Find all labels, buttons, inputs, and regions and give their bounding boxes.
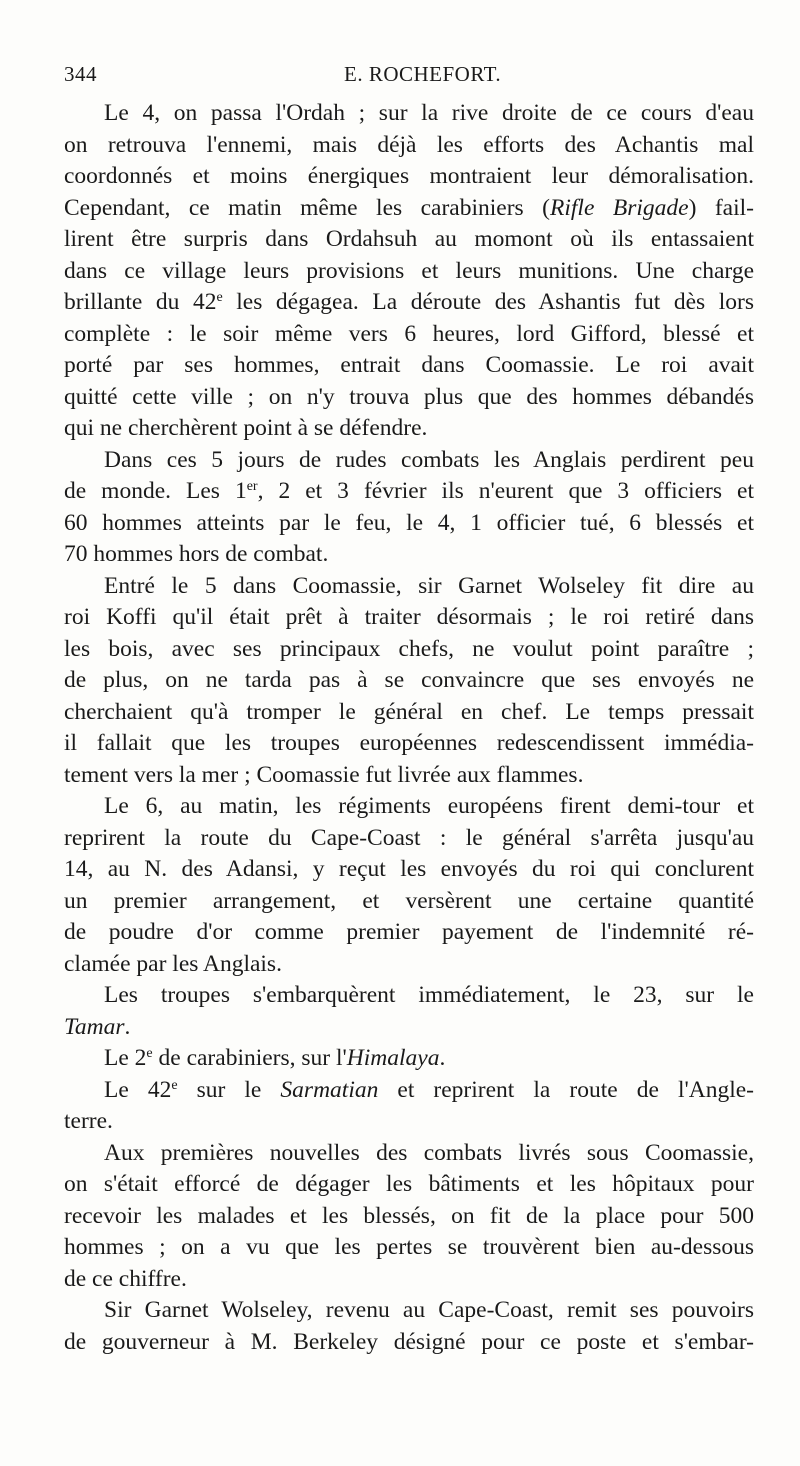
text-run: Le 4, on passa l'Ordah ; sur la rive droite de ce cours d'eau — [104, 100, 754, 126]
text-run: hommes ; on a vu que les pertes se trouvèrent bien au-dessous — [64, 1234, 754, 1260]
text-line — [64, 1295, 754, 1327]
text-line — [64, 98, 754, 130]
paragraph — [64, 445, 754, 571]
text-run: lirent être surpris dans Ordahsuh au momont où ils entassaient — [64, 226, 754, 252]
paragraph — [64, 98, 754, 445]
text-run: Le 2 — [104, 1045, 147, 1071]
text-line — [64, 350, 754, 382]
text-run: on retrouva l'ennemi, mais déjà les efforts des Achantis mal — [64, 131, 754, 158]
text-line — [64, 1264, 754, 1296]
text-line — [64, 980, 754, 1012]
page-number: 344 — [64, 62, 97, 86]
superscript: e — [171, 1077, 178, 1093]
text-run: Entré le 5 dans Coomassie, sir Garnet Wolseley fit dire au — [104, 572, 754, 599]
text-run: Le 6, au matin, les régiments européens firent demi-tour et — [104, 793, 754, 819]
text-run: tement vers la mer ; Coomassie fut livrée aux flammes. — [64, 761, 584, 788]
text-run: brillante du 42 — [64, 289, 217, 315]
text-line — [64, 1012, 754, 1044]
text-run: . — [124, 1013, 131, 1040]
paragraph — [64, 980, 754, 1043]
text-run: sur le — [177, 1076, 281, 1103]
text-run: quitté cette ville ; on n'y trouva plus que des hommes débandés — [64, 383, 754, 410]
text-run: qui ne cherchèrent point à se défendre. — [64, 415, 428, 441]
text-run: , 2 et 3 février ils n'eurent que 3 officiers et — [257, 478, 754, 504]
text-line — [64, 1327, 754, 1359]
text-run: on s'était efforcé de dégager les bâtiments et les hôpitaux pour — [64, 1171, 754, 1197]
paragraph — [64, 1075, 754, 1138]
italic-text: Sarmatian — [280, 1076, 379, 1103]
text-run: clamée par les Anglais. — [64, 950, 282, 977]
italic-text: Rifle Brigade — [550, 194, 689, 221]
text-run: de poudre d'or comme premier payement de l'indemnité ré- — [64, 919, 754, 945]
superscript: er — [246, 479, 258, 494]
paragraph — [64, 571, 754, 792]
text-line — [64, 1043, 754, 1075]
text-line — [64, 193, 754, 225]
text-run: Dans ces 5 jours de rudes combats les Anglais perdirent peu — [104, 446, 754, 473]
text-line — [64, 287, 754, 319]
text-line — [64, 382, 754, 414]
text-line — [64, 1106, 754, 1138]
text-line — [64, 917, 754, 949]
text-run: 14, au N. des Adansi, y reçut les envoyés du roi qui conclurent — [64, 856, 754, 882]
text-run: roi Koffi qu'il était prêt à traiter désormais ; le roi retiré dans — [64, 604, 754, 630]
text-run: 60 hommes atteints par le feu, le 4, 1 officier tué, 6 blessés et — [64, 509, 754, 536]
text-run: ) fail- — [688, 194, 754, 221]
text-line — [64, 886, 754, 918]
text-line — [64, 130, 754, 162]
text-run: reprirent la route du Cape-Coast : le général s'arrêta jusqu'au — [64, 824, 754, 851]
text-run: Aux premières nouvelles des combats livrés sous Coomassie, — [104, 1139, 754, 1166]
text-run: complète : le soir même vers 6 heures, lord Gifford, blessé et — [64, 320, 754, 347]
text-line — [64, 1232, 754, 1264]
text-line — [64, 1169, 754, 1201]
text-run: et reprirent la route de l'Angle- — [378, 1076, 754, 1103]
text-line — [64, 413, 754, 445]
text-run: terre. — [64, 1108, 113, 1134]
italic-text: Tamar — [64, 1013, 125, 1040]
text-run: Sir Garnet Wolseley, revenu au Cape-Coast, remit ses pouvoirs — [104, 1297, 754, 1323]
text-line — [64, 728, 754, 760]
text-line — [64, 539, 754, 571]
text-run: de carabiniers, sur l' — [152, 1045, 347, 1071]
text-run: Cependant, ce matin même les carabiniers ( — [64, 194, 550, 221]
paragraph — [64, 1043, 754, 1075]
text-run: de ce chiffre. — [64, 1265, 187, 1292]
text-run: coordonnés et moins énergiques montraient leur démoralisation. — [64, 163, 754, 189]
text-run: les dégagea. La déroute des Ashantis fut dès lors — [222, 289, 754, 315]
body-text — [64, 98, 754, 1358]
text-run: il fallait que les troupes européennes redescendissent immédia- — [64, 730, 754, 756]
paragraph — [64, 791, 754, 980]
text-run: de gouverneur à M. Berkeley désigné pour ce poste et s'embar- — [64, 1328, 754, 1355]
text-line — [64, 1201, 754, 1233]
text-line — [64, 823, 754, 855]
text-run: dans ce village leurs provisions et leurs munitions. Une charge — [64, 257, 754, 284]
text-line — [64, 665, 754, 697]
text-line — [64, 508, 754, 540]
text-run: . — [439, 1045, 446, 1071]
text-line — [64, 1075, 754, 1107]
text-run: un premier arrangement, et versèrent une certaine quantité — [64, 887, 754, 914]
text-line — [64, 161, 754, 193]
superscript: e — [146, 1046, 153, 1061]
text-line — [64, 602, 754, 634]
text-run: porté par ses hommes, entrait dans Coomassie. Le roi avait — [64, 352, 754, 378]
superscript: e — [216, 290, 223, 305]
text-run: les bois, avec ses principaux chefs, ne voulut point paraître ; — [64, 635, 754, 662]
text-line — [64, 949, 754, 981]
text-line — [64, 476, 754, 508]
text-line — [64, 224, 754, 256]
text-line — [64, 445, 754, 477]
page-header — [64, 62, 754, 92]
text-line — [64, 854, 754, 886]
text-line — [64, 319, 754, 351]
text-line — [64, 760, 754, 792]
paragraph — [64, 1138, 754, 1296]
italic-text: Himalaya — [346, 1045, 440, 1071]
text-run: Le 42 — [104, 1076, 172, 1103]
running-head: E. ROCHEFORT. — [344, 62, 502, 86]
text-line — [64, 256, 754, 288]
text-run: recevoir les malades et les blessés, on fit de la place pour 500 — [64, 1202, 754, 1229]
text-line — [64, 1138, 754, 1170]
text-line — [64, 697, 754, 729]
text-line — [64, 791, 754, 823]
text-run: cherchaient qu'à tromper le général en chef. Le temps pressait — [64, 698, 754, 725]
text-run: Les troupes s'embarquèrent immédiatement, le 23, sur le — [104, 982, 754, 1008]
text-run: 70 hommes hors de combat. — [64, 541, 329, 567]
paragraph — [64, 1295, 754, 1358]
text-run: de monde. Les 1 — [64, 478, 247, 504]
text-line — [64, 634, 754, 666]
text-run: de plus, on ne tarda pas à se convaincre que ses envoyés ne — [64, 667, 754, 693]
text-line — [64, 571, 754, 603]
